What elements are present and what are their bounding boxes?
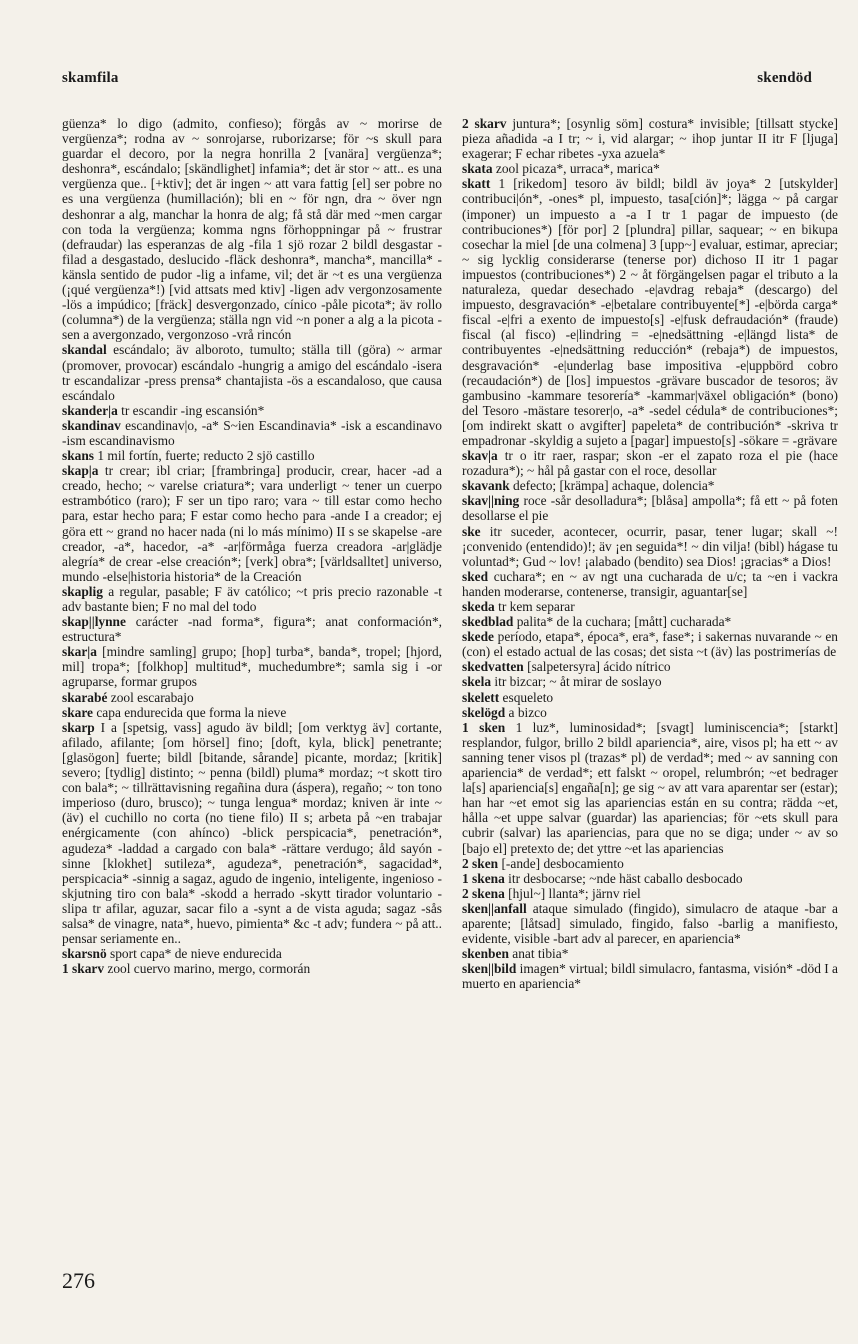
entry-definition: tr o itr raer, raspar; skon -er el zapato roza el pie (hace rozadura*); ~ hål på gastar con el roce, desollar [462,448,838,479]
entry-definition: a regular, pasable; F äv católico; ~t pris precio razonable -t adv bastante bien; F no mal del todo [62,583,442,614]
entry-definition: I a [spetsig, vass] agudo äv bildl; [om verktyg äv] cortante, afilado, afilante; [om hörsel] fino; [doft, kyla, blick] penetrante; [glasögon] fuerte; bildl [bitande, sårande] picante, mordaz; [kritik] severo; [tydlig] distinto; ~ penna (bildl) pluma* mordaz; ~t skott tiro con bala*; ~ tillrättavisning regañina dura (áspera), regaño; ~ ton tono imperioso (duro, brusco); ~ tunga lengua* mordaz; kniven är inte ~ (äv) el cuchillo no corta (no tiene filo) II s; arbeta på ~en trabajar enérgicamente (con ahínco) -blick perspicacia*, penetración*, agudeza* -laddad a cargado con bala* -rättare verdugo; åld sayón -sinne [klokhet] sutileza*, agudeza*, penetración*, sagacidad*, perspicacia* -sinnig a sagaz, agudo de ingenio, inteligente, ingenioso -skjutning tiro con bala* -skodd a herrado -skytt tirador voluntario -slipa tr afilar, aguzar, sacar filo a -synt a de vista aguda; sagaz -sås salsa* de vinagre, nata*, huevo, pimienta* &c -t adv; fundera ~ på att.. pensar seriamente en.. [62,719,442,947]
entry-definition: roce -sår desolladura*; [blåsa] ampolla*; få ett ~ på foten desollarse el pie [462,493,838,524]
entry-definition: [mindre samling] grupo; [hop] turba*, banda*, tropel; [hjord, mil] tropa*; [folkhop] multitud*, muchedumbre*; samla sig i -or agruparse, formar grupos [62,644,442,690]
entry-headword: 2 sken [462,855,499,871]
left-column [62,116,442,1266]
entry-headword: skenben [462,946,509,962]
entry-definition: itr desbocarse; ~nde häst caballo desbocado [508,870,743,886]
entry-headword: skarsnö [62,946,107,962]
entry-headword: sken||bild [462,961,517,977]
entry-headword: skede [462,629,494,645]
dictionary-entry [62,720,442,946]
dictionary-entry [462,478,838,493]
dictionary-entry [462,856,838,871]
dictionary-entry [462,493,838,523]
dictionary-entry [62,116,442,342]
dictionary-entry [462,161,838,176]
entry-definition: itr bizcar; ~ åt mirar de soslayo [494,674,662,690]
running-head-right: skendöd [757,70,812,86]
dictionary-entry [62,342,442,402]
entry-headword: sked [462,568,489,584]
entry-definition: período, etapa*, época*, era*, fase*; i sakernas nuvarande ~ en (con) el estado actual de las cosas; det sista ~t (äv) las postrimerías de [462,629,838,660]
entry-headword: skedblad [462,614,514,630]
entry-headword: skander|a [62,402,118,418]
entry-definition: itr suceder, acontecer, ocurrir, pasar, tener lugar; skall ~! ¡convenido (entendido)!; äv ¡en seguida*! ~ din vilja! (bibl) hágase tu voluntad*; Gud ~ lov! ¡alabado (bendito) sea Dios! ¡gracias* a Dios! [462,523,838,569]
entry-definition: [salpetersyra] ácido nítrico [527,659,671,675]
entry-headword: skeda [462,599,495,614]
dictionary-entry [462,569,838,599]
entry-definition: zool cuervo marino, mergo, cormorán [107,961,311,977]
entry-definition: capa endurecida que forma la nieve [96,704,287,720]
dictionary-entry [462,901,838,946]
entry-definition: 1 mil fortín, fuerte; reducto 2 sjö castillo [97,448,315,464]
entry-definition: ataque simulado (fingido), simulacro de ataque -bar a aparente; [låtsad] simulado, fingido, falso -barlig a manifiesto, evidente, visible -bart adv al parecer, en apariencia* [462,900,838,947]
entry-definition: anat tibia* [512,946,569,962]
entry-definition: a bizco [508,704,547,720]
dictionary-entry [62,614,442,644]
entry-definition: 1 luz*, luminosidad*; [svagt] luminiscencia*; [starkt] resplandor, fulgor, brillo 2 bildl apariencia*, aire, visos pl; ha ett ~ av sanning tener visos pl (trazas* pl) de verdad*; med ~ av sanning con apariencia* de verdad*; ett falskt ~ oropel, relumbrón; ~et bedrager la[s] apariencia[s] engaña[n]; ge sig ~ av att vara aparentar ser (estar); han har ~et emot sig las apariencias están en su contra; rädda ~et, hålla ~et uppe salvar (guardar) las apariencias; för ~ets skull para cubrir (salvar) las apariencias, para que no se diga; under ~ av so [bajo el] pretexto de; det yttre ~et las apariencias [462,719,838,856]
dictionary-entry [62,961,442,976]
dictionary-entry [62,403,442,418]
dictionary-entry [462,116,838,161]
entry-headword: 1 sken [462,719,506,735]
dictionary-entry [462,946,838,961]
dictionary-entry [462,659,838,674]
entry-headword: skap|a [62,463,99,479]
entry-headword: skarabé [62,689,108,705]
dictionary-entry [62,705,442,720]
entry-definition: tr kem separar [498,599,575,614]
dictionary-entry [62,448,442,463]
dictionary-entry [62,644,442,689]
entry-headword: skata [462,161,493,177]
entry-headword: 2 skena [462,885,505,901]
entry-definition: cuchara*; en ~ av ngt una cucharada de u/c; ta ~en i vackra handen moderarse, contenerse, transigir, aguantar[se] [462,568,838,599]
entry-headword: skandinav [62,417,121,433]
entry-headword: ske [462,523,481,539]
entry-definition: zool picaza*, urraca*, marica* [495,161,660,177]
entry-headword: skatt [462,176,491,192]
entry-definition: juntura*; [osynlig söm] costura* invisible; [tillsatt stycke] pieza añadida -a I tr; ~ i, vid alargar; ~ ihop juntar II itr F [ljuga] exagerar; F echar ribetes -yxa azuela* [462,116,838,162]
entry-headword: skav|a [462,448,498,464]
dictionary-entry [462,674,838,689]
dictionary-entry [462,176,838,448]
dictionary-entry [462,720,838,856]
entry-definition: carácter -nad forma*, figura*; anat conformación*, estructura* [62,614,442,645]
entry-definition: escándalo; äv alboroto, tumulto; ställa till (göra) ~ armar (promover, provocar) escándalo -hungrig a amigo del escándalo -isera tr escandalizar -press prensa* chantajista -ös a escandaloso, que causa escándalo [62,342,442,403]
entry-definition: defecto; [krämpa] achaque, dolencia* [513,478,715,494]
dictionary-entry [462,886,838,901]
page-number: 276 [62,1268,95,1293]
entry-headword: skaplig [62,583,103,599]
dictionary-entry [462,524,838,569]
dictionary-entry [462,690,838,705]
dictionary-entry [462,961,838,991]
entry-headword: skedvatten [462,659,524,675]
entry-definition: esqueleto [502,689,554,705]
running-head-left: skamfila [62,70,119,86]
entry-definition: [-ande] desbocamiento [501,855,624,871]
entry-headword: skavank [462,478,510,494]
dictionary-entry [62,584,442,614]
entry-definition: 1 [rikedom] tesoro äv bildl; bildl äv joya* 2 [utskylder] contribuci|ón*, -ones* pl, impuesto, tasa[ción]*; lägga ~ på cargar (imponer) un impuesto a -a I tr 1 pagar de impuesto (de contribuciones*) [för por] 2 [plundra] pillar, saquear; ~ en bikupa cosechar la miel [de una colmena] 3 [upp~] evaluar, estimar, apreciar; ~ sig lycklig considerarse (tenerse por) dichoso II itr 1 pagar impuestos (contribuciones*) 2 ~ åt förgängelsen pagar el tributo a la naturaleza, quedar desechado -e|avdrag rebaja* (descargo) del impuesto, desgravación* -e|betalare contribuyente[*] -e|börda carga* fiscal -e|fri a exento de impuesto[s] -e|fusk defraudación* (fraude) fiscal (al fisco) -e|lindring = -e|nedsättning -e|längd lista* de contribuyentes -e|nedsättning reducción* (rebaja*) de impuestos, desgravación* -e|underlag base impositiva -e|uppbörd cobro (recaudación*) de [los] impuestos -grävare buscador de tesoros; äv gambusino -kammare tesorería* -kammar|växel obligación* (bono) del Tesoro -mästare tesorer|o, -a* -sedel cédula* de contribuciones*; [om indirekt skatt o avgifter] papeleta* de contribución* -skriva tr empadronar -skyldig a sujeto a [pagar] impuesto[s] -sökare = -grävare [462,176,838,448]
entry-definition: imagen* virtual; bildl simulacro, fantasma, visión* -död I a muerto en apariencia* [462,961,838,992]
entry-definition: [hjul~] llanta*; järnv riel [508,885,641,901]
entry-definition: palita* de la cuchara; [mått] cucharada* [516,614,732,630]
entry-headword: skandal [62,342,107,358]
dictionary-entry [462,871,838,886]
entry-headword: 1 skena [462,870,505,886]
entry-headword: 2 skarv [462,116,507,131]
entry-headword: skar|a [62,644,97,660]
dictionary-entry [462,448,838,478]
entry-definition: tr escandir -ing escansión* [121,402,265,418]
dictionary-entry [462,614,838,629]
entry-headword: skelögd [462,704,506,720]
entry-definition: sport capa* de nieve endurecida [110,946,282,962]
entry-definition: güenza* lo digo (admito, confieso); förgås av ~ morirse de vergüenza*; rodna av ~ sonrojarse, ruborizarse; för ~s skull para guardar el decoro, por la negra honrilla 2 [vanära] vergüenza*; deshonra*, escándalo; [skändlighet] infamia*; det är stor ~ att.. es una vergüenza que.. [+ktiv]; det är ingen ~ att vara fattig [el] ser pobre no es una vergüenza (humillación); bli en ~ för ngn, dra ~ över ngn deshonrar a alg, manchar la honra de alg; få stå där med ~men cargar con toda la vergüenza; komma ngns förhoppningar på ~ frustrar (defraudar) las esperanzas de alg -fila 1 sjö rozar 2 bildl desgastar -filad a desgastado, deslucido -fläck deshonra*, mancha*, mancilla* -känsla sentido de pudor -lig a infame, vil; det är ~t es una vergüenza (¡qué vergüenza*!) [vid attsats med ktiv] -ligen adv vergonzosamente -lös a impúdico; [fräck] desvergonzado, cínico -påle picota*; äv rollo (columna*) de la vergüenza; ställa ngn vid ~n poner a alg a la picota -sen a avergonzado, vergonzoso -vrå rincón [62,116,442,343]
dictionary-entry [62,690,442,705]
entry-headword: skela [462,674,492,690]
entry-headword: skelett [462,689,500,705]
dictionary-entry [462,629,838,659]
entry-headword: 1 skarv [62,961,105,977]
entry-headword: sken||anfall [462,900,527,916]
dictionary-entry [62,463,442,584]
dictionary-entry [462,705,838,720]
entry-headword: skap||lynne [62,614,126,630]
dictionary-entry [62,946,442,961]
entry-headword: skans [62,448,95,464]
dictionary-entry [62,418,442,448]
entry-definition: tr crear; ibl criar; [frambringa] producir, crear, hacer -ad a creado, hecho; ~ varelse criatura*; vara underligt ~ tener un cuerpo estrambótico (raro); F ser un tipo raro; vara ~ till estar como hecho para, estar hecho para; F estar como hecho para -ande I a creador; ej göra ett ~ grand no hacer nada (ni lo más mínimo) II s se skapelse -are creador, -a*, hacedor, -a* -ar|förmåga fuerza creadora -ar|glädje alegría* de crear -else creación*; [verk] obra*; [världsalltet] universo, mundo -else|historia historia* de la Creación [62,463,442,584]
entry-definition: escandinav|o, -a* S~ien Escandinavia* -isk a escandinavo -ism escandinavismo [62,417,442,448]
entry-headword: skav||ning [462,493,520,509]
dictionary-entry [462,599,838,614]
right-column [462,116,838,1266]
entry-headword: skare [62,704,93,720]
entry-headword: skarp [62,719,95,735]
entry-definition: zool escarabajo [110,689,194,705]
